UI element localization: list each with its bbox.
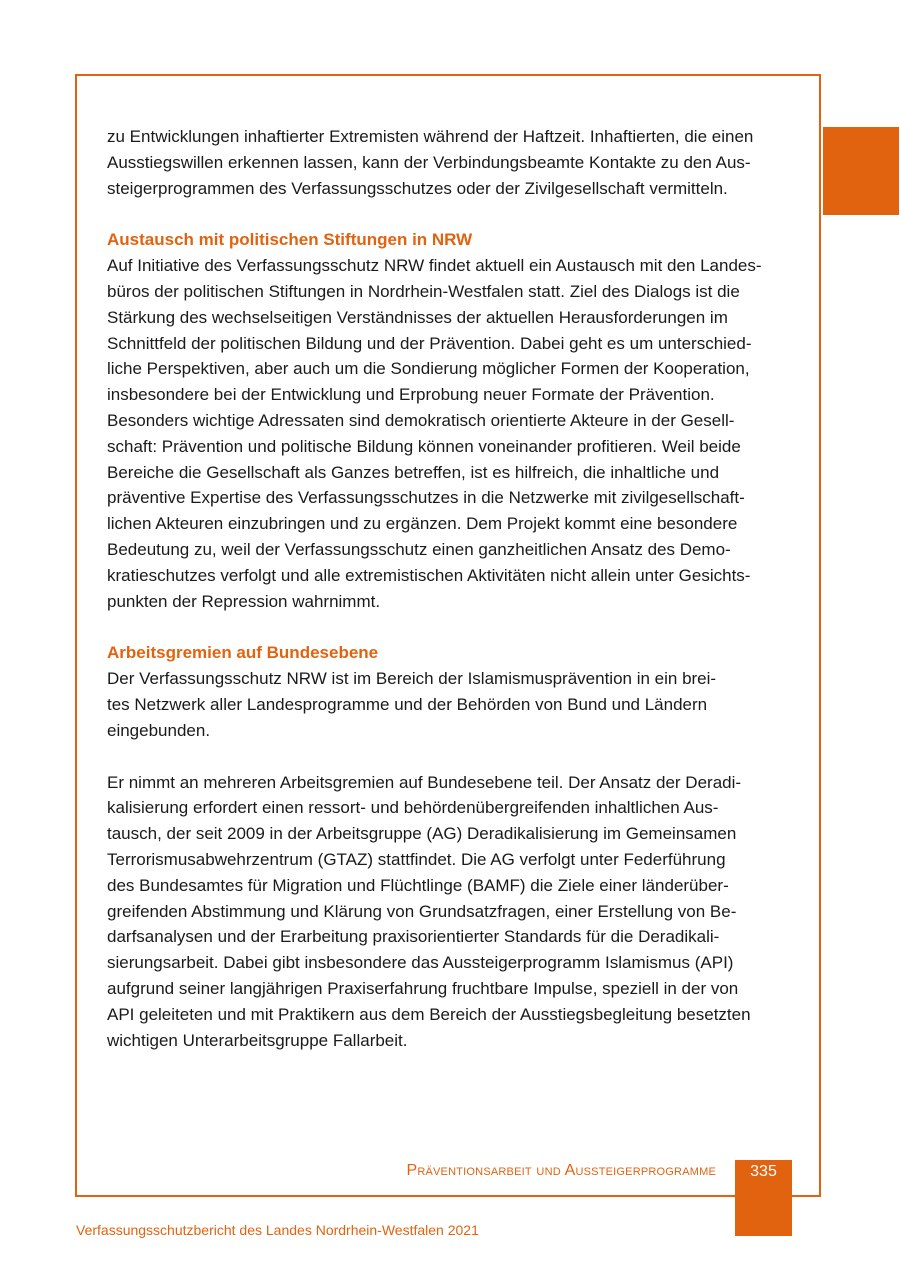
footer-publication-title: Verfassungsschutzbericht des Landes Nordrhein-Westfalen 2021 <box>76 1222 479 1238</box>
text-line: Auf Initiative des Verfassungsschutz NRW findet aktuell ein Austausch mit den Landes- <box>107 256 762 276</box>
text-line: Terrorismusabwehrzentrum (GTAZ) stattfindet. Die AG verfolgt unter Federführung <box>107 849 726 869</box>
text-line: kalisierung erfordert einen ressort- und behördenübergreifenden inhaltlichen Aus- <box>107 798 719 818</box>
section-arbeitsgremien <box>107 640 797 1053</box>
text-line: des Bundesamtes für Migration und Flüchtlinge (BAMF) die Ziele einer länderüber- <box>107 875 729 895</box>
section-heading: Austausch mit politischen Stiftungen in NRW <box>107 230 473 250</box>
text-line: Ausstiegswillen erkennen lassen, kann der Verbindungsbeamte Kontakte zu den Aus- <box>107 152 751 172</box>
text-line: Bereiche die Gesellschaft als Ganzes betreffen, ist es hilfreich, die inhaltliche und <box>107 462 720 482</box>
text-line: steigerprogrammen des Verfassungsschutzes oder der Zivilgesellschaft vermitteln. <box>107 178 728 198</box>
chapter-tab-marker <box>823 127 899 215</box>
text-line: Er nimmt an mehreren Arbeitsgremien auf Bundesebene teil. Der Ansatz der Deradi- <box>107 772 742 792</box>
text-line: schaft: Prävention und politische Bildung können voneinander profitieren. Weil beide <box>107 436 741 456</box>
text-line: eingebunden. <box>107 720 211 740</box>
intro-paragraph <box>107 124 797 201</box>
text-line: Der Verfassungsschutz NRW ist im Bereich der Islamismusprävention in ein brei- <box>107 669 717 689</box>
text-line: Schnittfeld der politischen Bildung und der Prävention. Dabei geht es um unterschied- <box>107 333 752 353</box>
body-text <box>107 124 797 1053</box>
section-stiftungen <box>107 227 797 614</box>
text-line: insbesondere bei der Entwicklung und Erprobung neuer Formate der Prävention. <box>107 385 715 405</box>
text-line: darfsanalysen und der Erarbeitung praxisorientierter Standards für die Deradikali- <box>107 927 720 947</box>
text-line: lichen Akteuren einzubringen und zu ergänzen. Dem Projekt kommt eine besondere <box>107 514 738 534</box>
text-line: greifenden Abstimmung und Klärung von Grundsatzfragen, einer Erstellung von Be- <box>107 901 737 921</box>
page-number: 335 <box>750 1163 777 1180</box>
text-line: sierungsarbeit. Dabei gibt insbesondere das Aussteigerprogramm Islamismus (API) <box>107 953 734 973</box>
text-line: tes Netzwerk aller Landesprogramme und der Behörden von Bund und Ländern <box>107 694 708 714</box>
text-line: kratieschutzes verfolgt und alle extremistischen Aktivitäten nicht allein unter Gesichts- <box>107 565 751 585</box>
text-line: punkten der Repression wahrnimmt. <box>107 591 381 611</box>
text-line: Besonders wichtige Adressaten sind demokratisch orientierte Akteure in der Gesell- <box>107 410 735 430</box>
text-line: Stärkung des wechselseitigen Verständnisses der aktuellen Herausforderungen im <box>107 307 728 327</box>
text-line: präventive Expertise des Verfassungsschutzes in die Netzwerke mit zivilgesellschaft- <box>107 488 745 508</box>
text-line: büros der politischen Stiftungen in Nordrhein-Westfalen statt. Ziel des Dialogs ist die <box>107 281 740 301</box>
text-line: liche Perspektiven, aber auch um die Sondierung möglicher Formen der Kooperation, <box>107 359 750 379</box>
text-line: API geleiteten und mit Praktikern aus dem Bereich der Ausstiegsbegleitung besetzten <box>107 1004 751 1024</box>
text-line: zu Entwicklungen inhaftierter Extremisten während der Haftzeit. Inhaftierten, die einen <box>107 127 754 146</box>
text-line: tausch, der seit 2009 in der Arbeitsgruppe (AG) Deradikalisierung im Gemeinsamen <box>107 824 737 844</box>
text-line: wichtigen Unterarbeitsgruppe Fallarbeit. <box>107 1030 408 1050</box>
running-head-chapter-title: Präventionsarbeit und Aussteigerprogramme <box>406 1162 716 1179</box>
page-number-box <box>735 1160 792 1236</box>
section-heading: Arbeitsgremien auf Bundesebene <box>107 643 379 663</box>
text-line: aufgrund seiner langjährigen Praxiserfahrung fruchtbare Impulse, speziell in der von <box>107 978 739 998</box>
text-line: Bedeutung zu, weil der Verfassungsschutz einen ganzheitlichen Ansatz des Demo- <box>107 539 731 559</box>
